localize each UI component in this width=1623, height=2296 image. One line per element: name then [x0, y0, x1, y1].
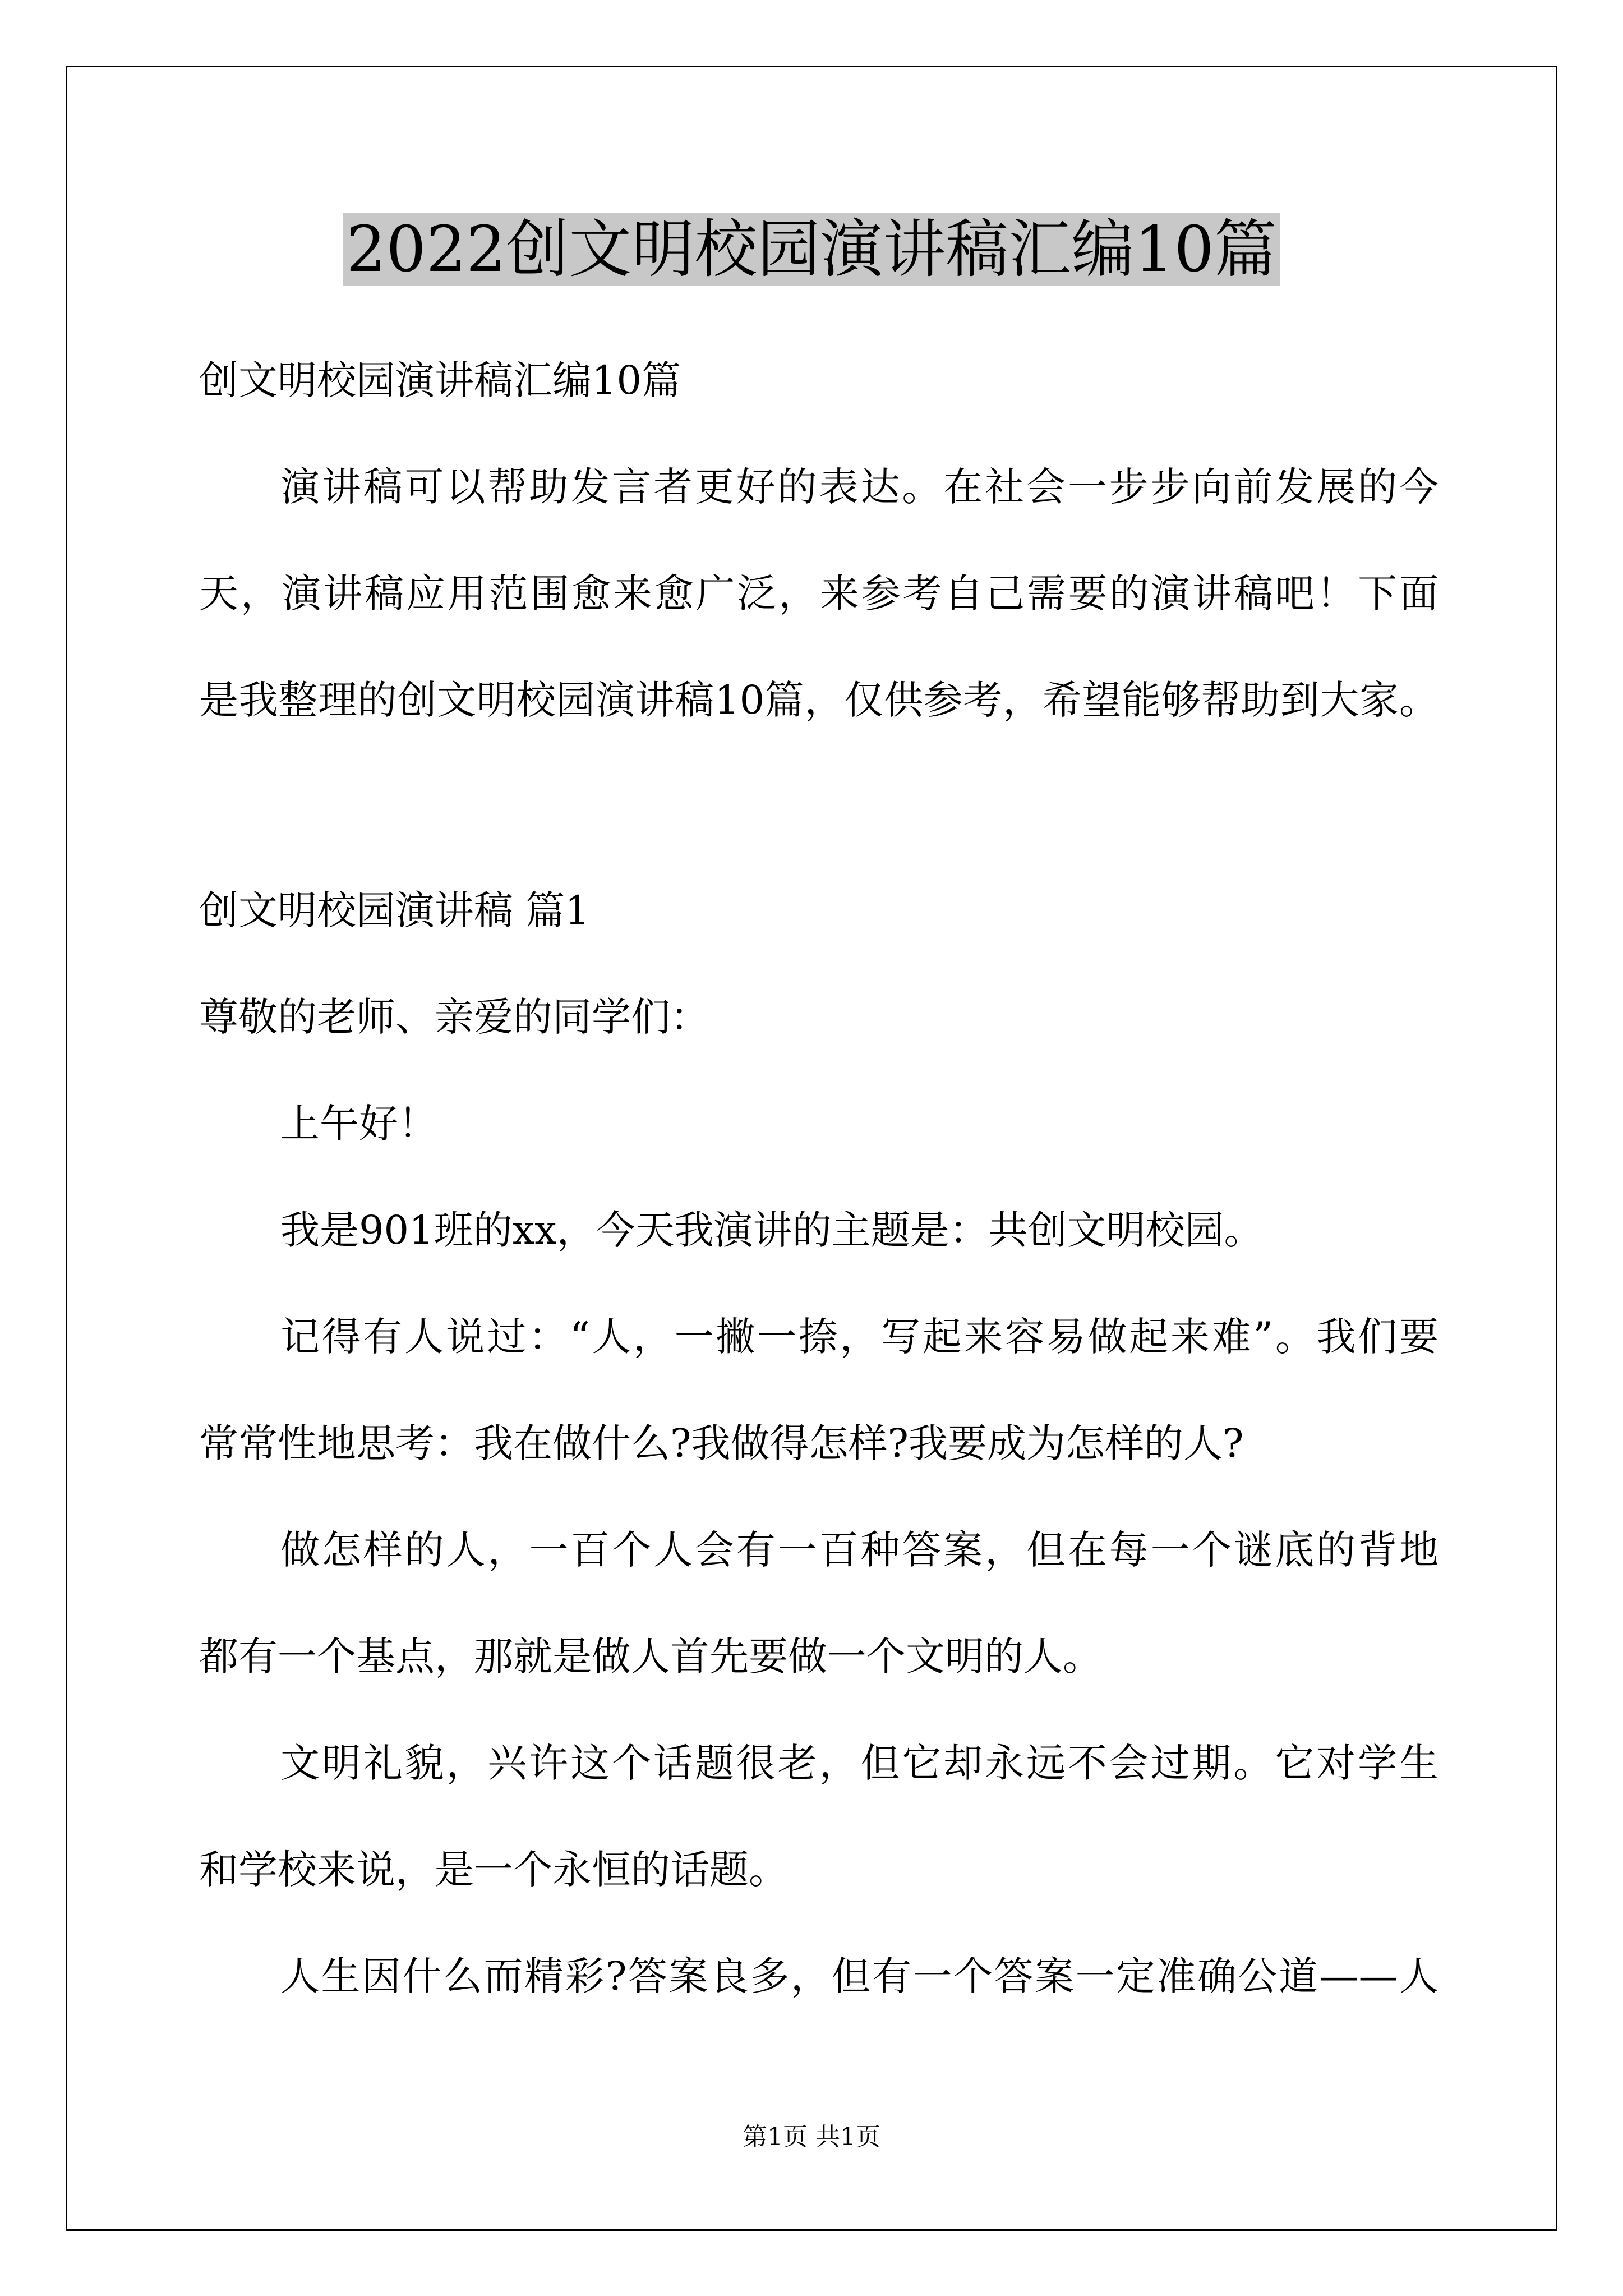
paragraph-line-2: 我是901班的xx，今天我演讲的主题是：共创文明校园。	[280, 1207, 1264, 1253]
document-subtitle: 创文明校园演讲稿汇编10篇	[199, 357, 681, 403]
paragraph-line-5: 做怎样的人，一百个人会有一百种答案，但在每一个谜底的背地	[280, 1527, 1438, 1573]
paragraph-line-6: 都有一个基点，那就是做人首先要做一个文明的人。	[199, 1634, 1102, 1680]
salutation: 尊敬的老师、亲爱的同学们：	[199, 994, 709, 1040]
intro-line-3: 是我整理的创文明校园演讲稿10篇，仅供参考，希望能够帮助到大家。	[199, 677, 1438, 723]
page-footer: 第1页 共1页	[743, 2123, 880, 2151]
paragraph-line-7: 文明礼貌，兴许这个话题很老，但它却永远不会过期。它对学生	[280, 1740, 1438, 1786]
intro-line-2: 天，演讲稿应用范围愈来愈广泛，来参考自己需要的演讲稿吧！下面	[199, 570, 1438, 616]
paragraph-line-3: 记得有人说过：“人，一撇一捺，写起来容易做起来难”。我们要	[280, 1314, 1438, 1360]
paragraph-line-8: 和学校来说，是一个永恒的话题。	[199, 1847, 788, 1893]
paragraph-line-4: 常常性地思考：我在做什么?我做得怎样?我要成为怎样的人?	[199, 1420, 1244, 1466]
document-title	[0, 210, 1623, 289]
intro-line-1: 演讲稿可以帮助发言者更好的表达。在社会一步步向前发展的今	[280, 464, 1438, 510]
document-title-text: 2022创文明校园演讲稿汇编10篇	[343, 213, 1280, 286]
section-heading: 创文明校园演讲稿 篇1	[199, 887, 590, 933]
paragraph-line-9: 人生因什么而精彩?答案良多，但有一个答案一定准确公道——人	[280, 1953, 1438, 1999]
paragraph-line-1: 上午好！	[280, 1101, 437, 1147]
